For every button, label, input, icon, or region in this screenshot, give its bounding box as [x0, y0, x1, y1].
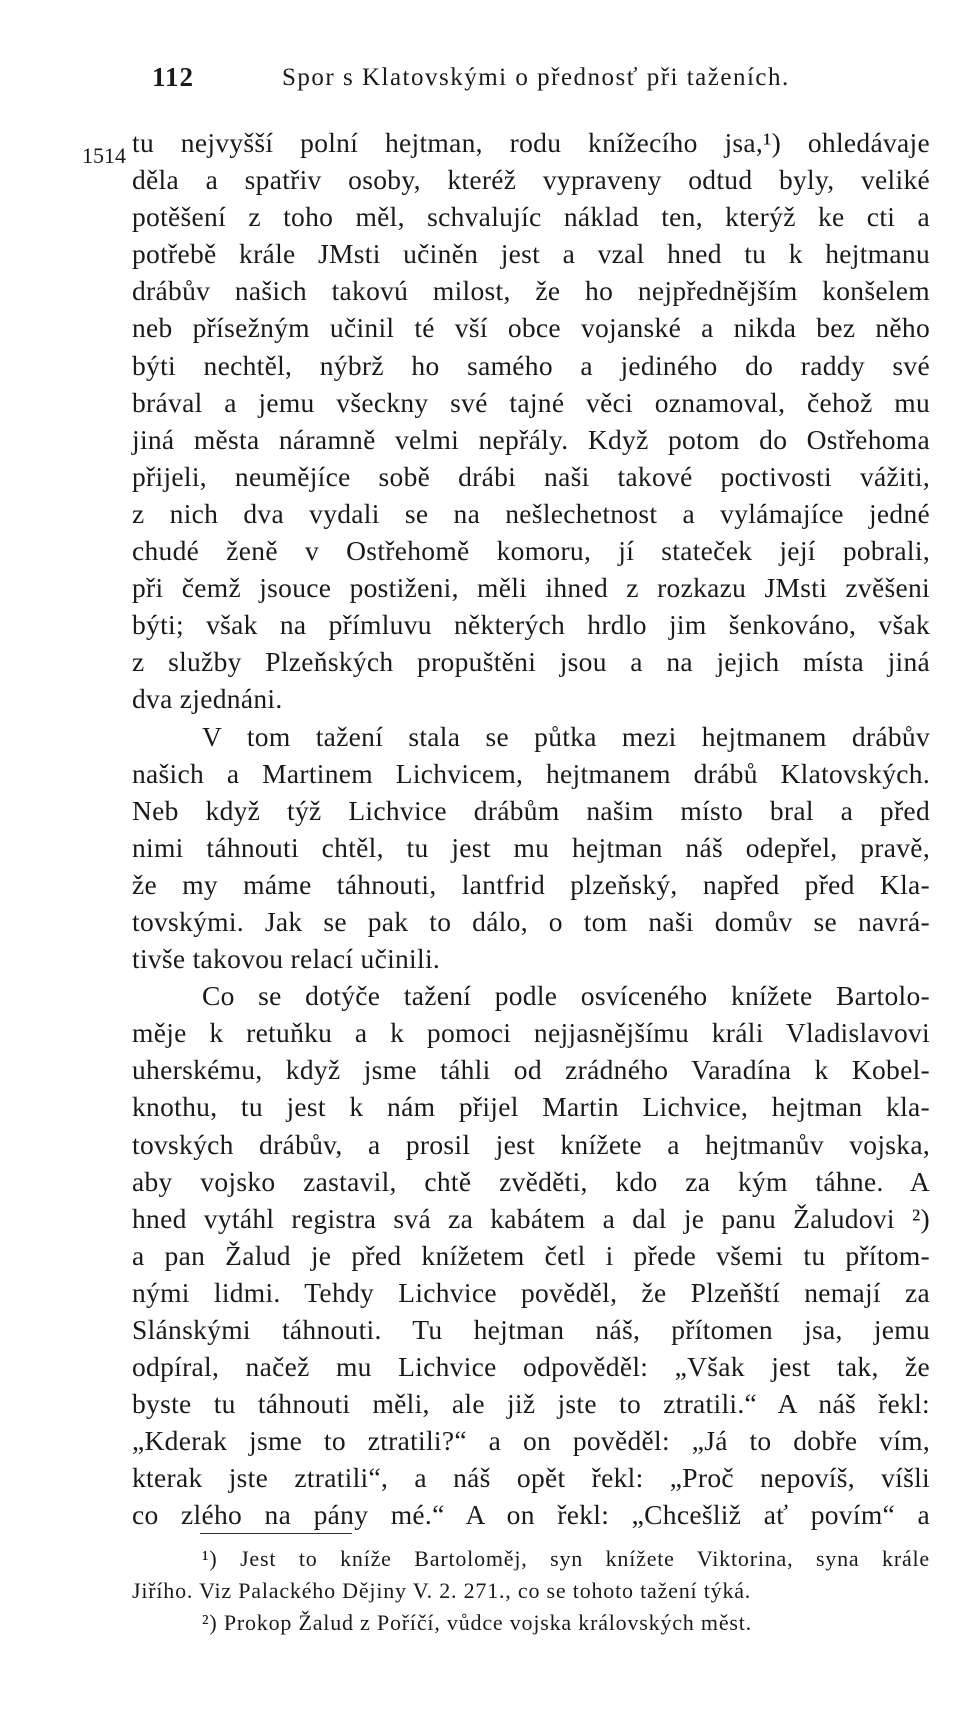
text-line: tu nejvyšší polní hejtman, rodu knížecího jsa,¹) ohledávaje: [132, 127, 930, 158]
text-line: tovskými. Jak se pak to dálo, o tom naši domův se navrá-: [132, 905, 930, 937]
text-line: tivše takovou relací učinili.: [132, 943, 441, 975]
text-line: potřebě krále JMsti učiněn jest a vzal hned tu k hejtmanu: [132, 238, 930, 270]
text-line: potěšení z toho měl, schvalujíc náklad ten, kterýž ke cti a: [132, 201, 930, 233]
text-line: nými lidmi. Tehdy Lichvice pověděl, že Plzeňští nemají za: [132, 1276, 930, 1308]
text-line: knothu, tu jest k nám přijel Martin Lichvice, hejtman kla-: [132, 1091, 930, 1123]
text-line: z nich dva vydali se na nešlechetnost a vylámajíce jedné: [132, 497, 930, 529]
text-line: měje k retuňku a k pomoci nejjasnějšímu králi Vladislavovi: [132, 1017, 930, 1049]
footnote-line: ¹) Jest to kníže Bartoloměj, syn knížete Viktorina, syna krále: [202, 1546, 930, 1571]
page-number: 112: [152, 62, 195, 92]
text-line: neb přísežným učinil té vší obce vojanské a nikda bez něho: [132, 312, 930, 344]
text-line: dva zjednáni.: [132, 683, 283, 715]
text-line: našich a Martinem Lichvicem, hejtmanem drábů Klatovských.: [132, 757, 930, 789]
text-line: byste tu táhnouti měli, ale již jste to ztratili.“ A náš řekl:: [132, 1388, 930, 1420]
margin-year: 1514: [82, 143, 126, 168]
text-line: že my máme táhnouti, lantfrid plzeňský, napřed před Kla-: [132, 868, 930, 900]
text-line: býti nechtěl, nýbrž ho samého a jediného do raddy své: [132, 349, 930, 381]
running-title: Spor s Klatovskými o přednosť při taženích.: [282, 64, 790, 91]
text-line: nimi táhnouti chtěl, tu jest mu hejtman náš odepřel, pravě,: [132, 831, 930, 863]
text-line: hned vytáhl registra svá za kabátem a dal je panu Žaludovi ²): [132, 1202, 930, 1234]
text-line: Neb když týž Lichvice drábům našim místo bral a před: [132, 794, 930, 826]
footnote-rule: [200, 1533, 352, 1534]
text-line: jiná města náramně velmi nepřály. Když potom do Ostřehoma: [132, 423, 930, 455]
text-line: brával a jemu všeckny své tajné věci oznamoval, čehož mu: [132, 386, 930, 418]
text-line: „Kderak jsme to ztratili?“ a on pověděl: „Já to dobře vím,: [132, 1425, 930, 1457]
body-text: [132, 124, 930, 1534]
page-header: [0, 62, 960, 102]
footnotes: [132, 1543, 930, 1639]
text-line: býti; však na přímluvu některých hrdlo jim šenkováno, však: [132, 609, 930, 641]
text-line: chudé ženě v Ostřehomě komoru, jí stateček její pobrali,: [132, 535, 930, 567]
text-line: uherskému, když jsme táhli od zrádného Varadína k Kobel-: [132, 1054, 930, 1086]
text-line: Co se dotýče tažení podle osvíceného knížete Bartolo-: [202, 980, 930, 1012]
footnote-line: Jiřího. Viz Palackého Dějiny V. 2. 271., co se tohoto tažení týká.: [132, 1578, 752, 1603]
text-line: kterak jste ztratili“, a náš opět řekl: „Proč nepovíš, víšli: [132, 1462, 930, 1494]
text-line: z služby Plzeňských propuštěni jsou a na jejich místa jiná: [132, 646, 930, 678]
text-line: co zlého na pány mé.“ A on řekl: „Chcešliž ať povím“ a: [132, 1499, 930, 1531]
text-line: drábův našich takovú milost, že ho nejpřednějším konšelem: [132, 275, 930, 307]
text-line: při čemž jsouce postiženi, měli ihned z rozkazu JMsti zvěšeni: [132, 572, 930, 604]
text-line: aby vojsko zastavil, chtě zvěděti, kdo za kým táhne. A: [132, 1165, 930, 1197]
text-line: děla a spatřiv osoby, kteréž vypraveny odtud byly, veliké: [132, 164, 930, 196]
text-line: tovských drábův, a prosil jest knížete a hejtmanův vojska,: [132, 1128, 930, 1160]
text-line: V tom tažení stala se půtka mezi hejtmanem drábův: [202, 720, 930, 752]
text-line: přijeli, neumějíce sobě drábi naši takové poctivosti vážiti,: [132, 460, 930, 492]
text-line: a pan Žalud je před knížetem četl i přede všemi tu přítom-: [132, 1239, 930, 1271]
text-line: odpíral, načež mu Lichvice odpověděl: „Však jest tak, že: [132, 1351, 930, 1383]
footnote-line: ²) Prokop Žalud z Poříčí, vůdce vojska královských měst.: [202, 1610, 752, 1635]
text-line: Slánskými táhnouti. Tu hejtman náš, přítomen jsa, jemu: [132, 1314, 930, 1345]
